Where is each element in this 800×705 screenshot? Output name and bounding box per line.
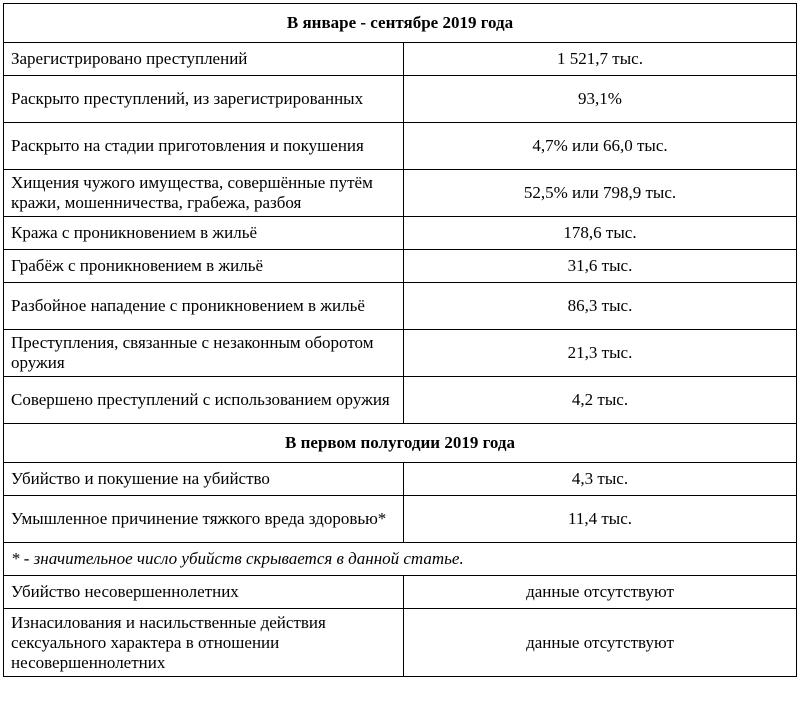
row-label: Кража с проникновением в жильё (4, 217, 404, 250)
row-label: Раскрыто преступлений, из зарегистрированных (4, 76, 404, 123)
row-value: 21,3 тыс. (404, 330, 797, 377)
table-row (4, 217, 797, 250)
table-row (4, 330, 797, 377)
table-row (4, 463, 797, 496)
row-value: 31,6 тыс. (404, 250, 797, 283)
row-label: Изнасилования и насильственные действия сексуального характера в отношении несовершеннолетних (4, 609, 404, 677)
row-value: 86,3 тыс. (404, 283, 797, 330)
table-row (4, 123, 797, 170)
section-title-first-half: В первом полугодии 2019 года (4, 424, 797, 463)
row-label: Грабёж с проникновением в жильё (4, 250, 404, 283)
row-label: Раскрыто на стадии приготовления и покушения (4, 123, 404, 170)
row-value: данные отсутствуют (404, 609, 797, 677)
table-row (4, 250, 797, 283)
row-value: 4,3 тыс. (404, 463, 797, 496)
section-header-row (4, 424, 797, 463)
table-row (4, 496, 797, 543)
row-value: 1 521,7 тыс. (404, 43, 797, 76)
table-row (4, 377, 797, 424)
row-label: Разбойное нападение с проникновением в жильё (4, 283, 404, 330)
row-value: 178,6 тыс. (404, 217, 797, 250)
table-row (4, 43, 797, 76)
row-value: 4,7% или 66,0 тыс. (404, 123, 797, 170)
row-value: 11,4 тыс. (404, 496, 797, 543)
table-row (4, 76, 797, 123)
table-row (4, 609, 797, 677)
row-label: Совершено преступлений с использованием оружия (4, 377, 404, 424)
row-label: Преступления, связанные с незаконным оборотом оружия (4, 330, 404, 377)
row-label: Умышленное причинение тяжкого вреда здоровью* (4, 496, 404, 543)
row-label: Хищения чужого имущества, совершённые путём кражи, мошенничества, грабежа, разбоя (4, 170, 404, 217)
table-row (4, 283, 797, 330)
row-value: данные отсутствуют (404, 576, 797, 609)
table-row (4, 576, 797, 609)
section-header-row (4, 4, 797, 43)
row-value: 4,2 тыс. (404, 377, 797, 424)
crime-statistics-table (3, 3, 797, 677)
footnote-text: * - значительное число убийств скрывается в данной статье. (4, 543, 797, 576)
footnote-row (4, 543, 797, 576)
row-label: Убийство несовершеннолетних (4, 576, 404, 609)
row-label: Убийство и покушение на убийство (4, 463, 404, 496)
table-row (4, 170, 797, 217)
section-title-jan-sep: В январе - сентябре 2019 года (4, 4, 797, 43)
row-label: Зарегистрировано преступлений (4, 43, 404, 76)
row-value: 52,5% или 798,9 тыс. (404, 170, 797, 217)
row-value: 93,1% (404, 76, 797, 123)
